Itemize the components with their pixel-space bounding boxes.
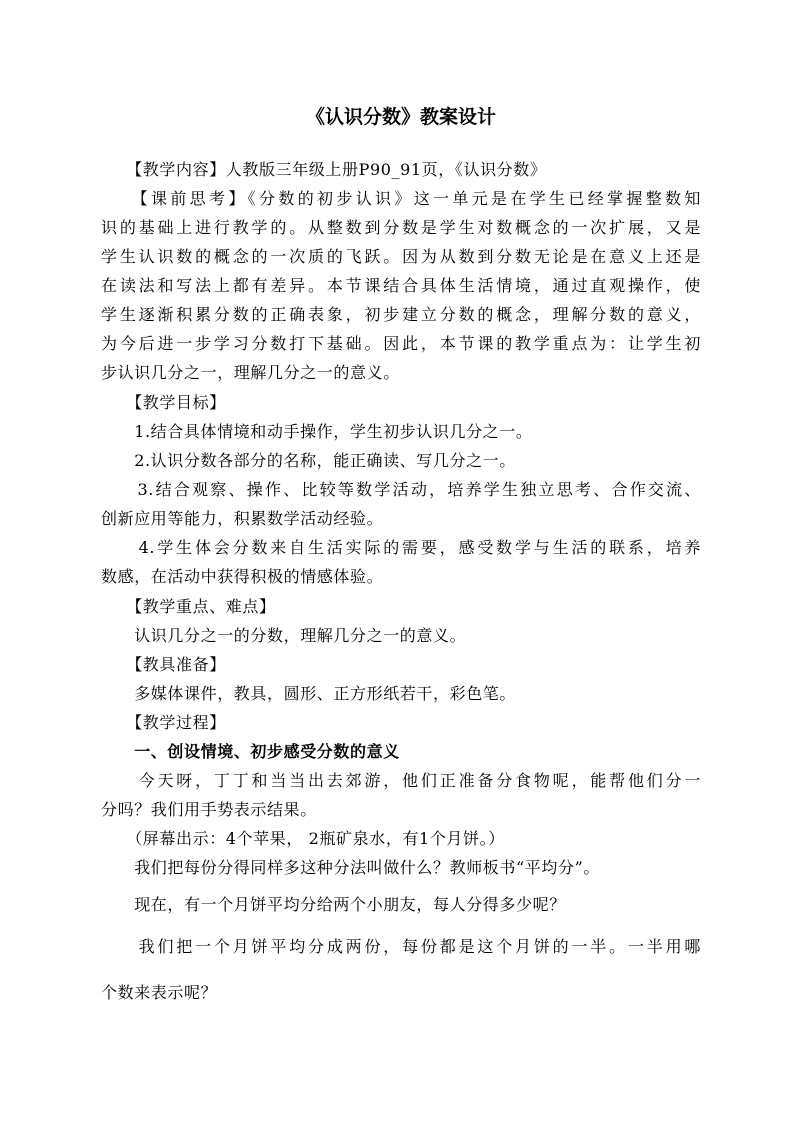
- body-text-line: 为今后进一步学习分数打下基础。因此，本节课的教学重点为：让学生初: [101, 334, 701, 353]
- body-text-line: 现在，有一个月饼平均分给两个小朋友，每人分得多少呢？: [101, 895, 566, 914]
- body-text-line: 今天呀，丁丁和当当出去郊游，他们正准备分食物呢，能帮他们分一: [101, 771, 701, 790]
- body-text-line: 个数来表示呢？: [101, 983, 218, 1002]
- body-text-line: 我们把一个月饼平均分成两份，每份都是这个月饼的一半。一半用哪: [101, 937, 701, 956]
- objective-item-3-cont: 创新应用等能力，积累数学活动经验。: [101, 509, 384, 528]
- objective-item-4-cont: 数感，在活动中获得积极的情感体验。: [101, 567, 384, 586]
- body-text-line: （屏幕出示：4个苹果， 2瓶矿泉水，有1个月饼。）: [101, 829, 505, 848]
- materials-text: 多媒体课件，教具，圆形、正方形纸若干，彩色笔。: [101, 684, 517, 703]
- objective-item-1: 1.结合具体情境和动手操作，学生初步认识几分之一。: [101, 422, 533, 441]
- body-text-line: 学生逐渐积累分数的正确表象，初步建立分数的概念，理解分数的意义，: [101, 305, 701, 324]
- body-text-line: 识的基础上进行教学的。从整数到分数是学生对数概念的一次扩展，又是: [101, 218, 701, 237]
- document-title: 《认识分数》教案设计: [305, 106, 496, 128]
- section-heading-key-points: 【教学重点、难点】: [101, 597, 276, 616]
- body-text-line: 在读法和写法上都有差异。本节课结合具体生活情境，通过直观操作，使: [101, 276, 701, 295]
- section-heading-materials: 【教具准备】: [101, 655, 226, 674]
- section-heading-objectives: 【教学目标】: [101, 393, 226, 412]
- body-text-line: 我们把每份分得同样多这种分法叫做什么？教师板书“平均分”。: [101, 858, 600, 877]
- body-text-line: 步认识几分之一，理解几分之一的意义。: [101, 363, 400, 382]
- process-subheading-1: 一、创设情境、初步感受分数的意义: [101, 742, 400, 761]
- teaching-content-line: 【教学内容】人教版三年级上册P90_91页，《认识分数》: [101, 160, 547, 179]
- objective-item-3: 3.结合观察、操作、比较等数学活动，培养学生独立思考、合作交流、: [101, 480, 701, 499]
- pre-class-thinking-line: 【课前思考】《分数的初步认识》这一单元是在学生已经掌握整数知: [101, 189, 701, 208]
- body-text-line: 分吗？我们用手势表示结果。: [101, 800, 317, 819]
- objective-item-4: 4.学生体会分数来自生活实际的需要，感受数学与生活的联系，培养: [101, 538, 701, 557]
- objective-item-2: 2.认识分数各部分的名称，能正确读、写几分之一。: [101, 451, 516, 470]
- key-points-text: 认识几分之一的分数，理解几分之一的意义。: [101, 626, 467, 645]
- body-text-line: 学生认识数的概念的一次质的飞跃。因为从数到分数无论是在意义上还是: [101, 247, 701, 266]
- section-heading-process: 【教学过程】: [101, 713, 226, 732]
